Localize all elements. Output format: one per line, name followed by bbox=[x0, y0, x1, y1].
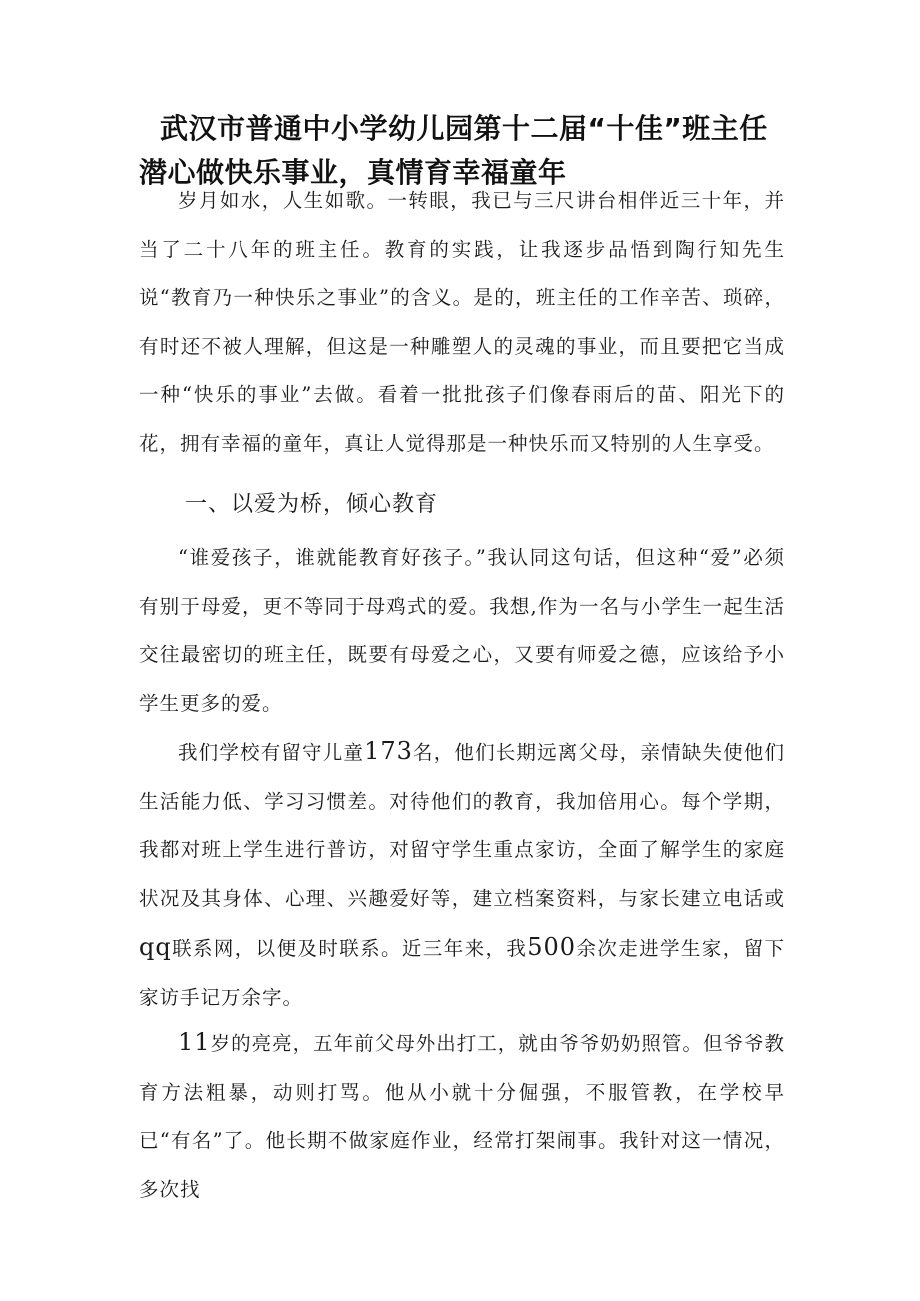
number-500: 500 bbox=[527, 933, 577, 961]
document-title: 武汉市普通中小学幼儿园第十二届“十佳”班主任 bbox=[160, 112, 768, 145]
paragraph-intro: 岁月如水，人生如歌。一转眼，我已与三尺讲台相伴近三十年，并当了二十八年的班主任。教育的实践，让我逐步品悟到陶行知先生说“教育乃一种快乐之事业”的含义。是的，班主任的工作辛苦、琐碎，有时还不被人理解，但这是一种雕塑人的灵魂的事业，而且要把它当成一种“快乐的事业”去做。看着一批批孩子们像春雨后的苗、阳光下的花，拥有幸福的童年，真让人觉得那是一种快乐而又特别的人生享受。 bbox=[139, 189, 785, 455]
number-173: 173 bbox=[364, 737, 413, 765]
section-heading-1: 一、以爱为桥，倾心教育 bbox=[185, 492, 439, 517]
text-segment: 名，他们长期远离父母，亲情缺失使他们生活能力低、学习习惯差。对待他们的教育，我加倍用心。每个学期，我都对班上学生进行普访，对留守学生重点家访，全面了解学生的家庭状况及其身体、心理、兴趣爱好等，建立档案资料，与家长建立电话或 bbox=[139, 741, 785, 910]
document-subtitle: 潜心做快乐事业，真情育幸福童年 bbox=[139, 156, 567, 189]
text-qq: qq bbox=[139, 933, 172, 961]
text-segment: 岁的亮亮，五年前父母外出打工，就由爷爷奶奶照管。但爷爷教育方法粗暴，动则打骂。他从小就十分倔强，不服管教，在学校早已“有名”了。他长期不做家庭作业，经常打架闹事。我针对这一情况，多次找 bbox=[139, 1032, 785, 1201]
text-segment: 我们学校有留守儿童 bbox=[178, 741, 365, 764]
text-segment: 联系网，以便及时联系。近三年来，我 bbox=[171, 937, 528, 960]
number-11: 11 bbox=[178, 1028, 211, 1056]
paragraph-love: “谁爱孩子，谁就能教育好孩子。”我认同这句话，但这种“爱”必须有别于母爱，更不等同于母鸡式的爱。我想,作为一名与小学生一起生活交往最密切的班主任，既要有母爱之心，又要有师爱之德，应该给予小学生更多的爱。 bbox=[139, 546, 785, 715]
text-segment: 余次走进学生家，留下家访手记万余字。 bbox=[139, 937, 785, 1009]
paragraph-liangliang bbox=[139, 1018, 785, 1214]
paragraph-left-behind-children bbox=[139, 727, 785, 1022]
